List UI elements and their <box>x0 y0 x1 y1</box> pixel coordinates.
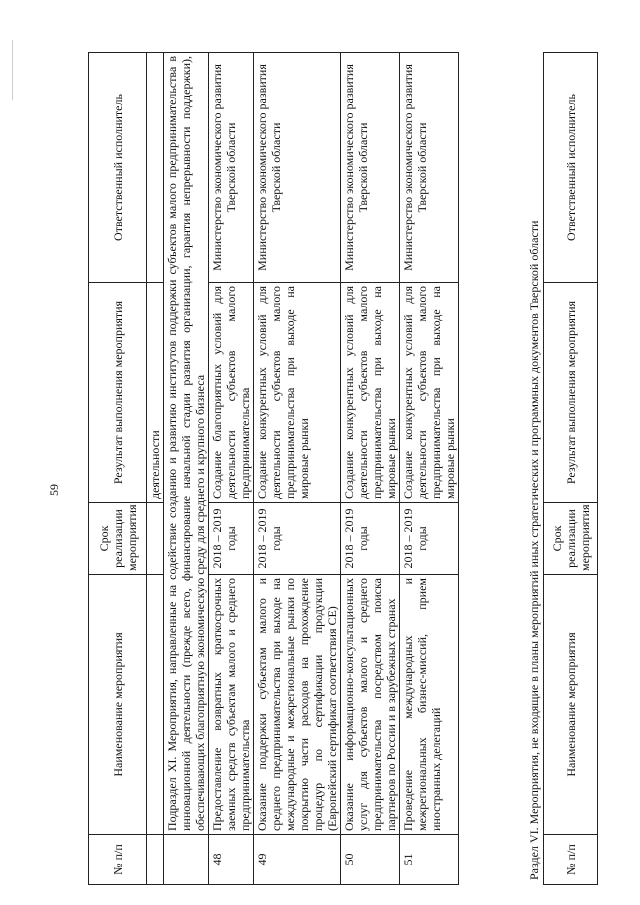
header-result: Результат выполнения мероприятия <box>544 283 598 503</box>
page-number: 59 <box>47 484 61 496</box>
header-executor: Ответственный исполнитель <box>89 53 147 283</box>
table-row <box>341 53 400 885</box>
row-num: 48 <box>209 835 254 885</box>
section-caption <box>527 120 541 880</box>
section-six-table <box>543 52 598 885</box>
row-executor: Министерство экономического развития Тверской области <box>400 53 459 283</box>
continuation-row <box>147 53 164 885</box>
edge-mark <box>12 40 13 100</box>
second-table-container <box>543 53 598 885</box>
table-header-row <box>89 53 147 885</box>
row-result: Создание благоприятных условий для деятельности субъектов малого предпринимательства <box>209 283 254 503</box>
row-term: 2018 – 2019 годы <box>209 503 254 575</box>
header-name: Наименование мероприятия <box>544 575 598 835</box>
row-result: Создание конкурентных условий для деятельности субъектов малого предпринимательства при выходе на мировые рынки <box>400 283 459 503</box>
header-name: Наименование мероприятия <box>89 575 147 835</box>
header-term: Срок реализации мероприятия <box>544 503 598 575</box>
header-term: Срок реализации мероприятия <box>89 503 147 575</box>
table-row <box>209 53 254 885</box>
continuation-text: деятельности <box>147 283 164 503</box>
row-num: 51 <box>400 835 459 885</box>
section-caption-text: Раздел VI. Мероприятия, не входящие в планы мероприятий иных стратегических и программных документов Тверской области <box>527 220 541 880</box>
row-num: 49 <box>254 835 341 885</box>
row-executor: Министерство экономического развития Тверской области <box>209 53 254 283</box>
row-executor: Министерство экономического развития Тверской области <box>341 53 400 283</box>
header-num: № п/п <box>89 835 147 885</box>
header-result: Результат выполнения мероприятия <box>89 283 147 503</box>
row-term: 2018 – 2019 годы <box>341 503 400 575</box>
header-num: № п/п <box>544 835 598 885</box>
subsection-title: Подраздел XI. Мероприятия, направленные на содействие созданию и развитию институтов поддержки субъектов малого предпринимательства в инновационной деятельности (прежде всего, финансирование начальной стадии развития организации, гарантия непрерывности поддержки), обеспечивающих благоприятную экономическую среду для среднего и крупного бизнеса <box>164 53 209 835</box>
table-header-row <box>544 53 598 885</box>
row-result: Создание конкурентных условий для деятельности субъектов малого предпринимательства при выходе на мировые рынки <box>341 283 400 503</box>
row-num: 50 <box>341 835 400 885</box>
row-name: Предоставление возвратных краткосрочных заемных средств субъектам малого и среднего предпринимательства <box>209 575 254 835</box>
measures-table <box>88 52 459 885</box>
row-name: Оказание информационно-консультационных услуг для субъектов малого и среднего предпринимательства посредством поиска партнеров по России и в зарубежных странах <box>341 575 400 835</box>
main-table-container <box>88 53 459 885</box>
row-name: Проведение международных и межрегиональных бизнес-миссий, прием иностранных делегаций <box>400 575 459 835</box>
table-row <box>400 53 459 885</box>
header-executor: Ответственный исполнитель <box>544 53 598 283</box>
row-term: 2018 – 2019 годы <box>400 503 459 575</box>
table-row <box>254 53 341 885</box>
subsection-row <box>164 53 209 885</box>
row-result: Создание конкурентных условий для деятельности субъектов малого предпринимательства при выходе на мировые рынки <box>254 283 341 503</box>
row-name: Оказание поддержки субъектам малого и среднего предпринимательства при выходе на международные и межрегиональные рынки по покрытию части расходов на прохождение процедур по сертификации продукции (Европейский сертификат соответствия CE) <box>254 575 341 835</box>
row-executor: Министерство экономического развития Тверской области <box>254 53 341 283</box>
row-term: 2018 – 2019 годы <box>254 503 341 575</box>
